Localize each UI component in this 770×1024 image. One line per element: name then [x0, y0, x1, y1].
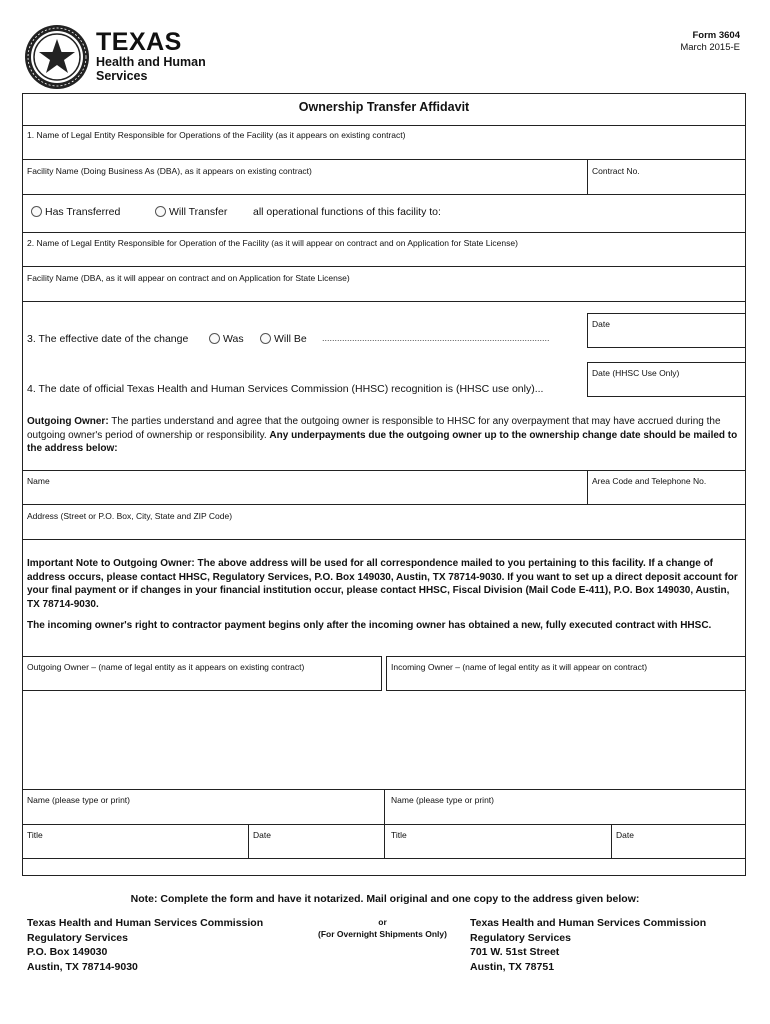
important-note: Important Note to Outgoing Owner: The above address will be used for all correspondence mailed to you pertaining to this facility. If a change of address occurs, please contact HHSC, Regulatory Services, P.O. Box 149030, Austin, TX 78714-9030. If you want to set up a direct deposit account for your final payment or if changes in your financial institution occur, please contact HHSC, Fiscal Division (Mail Code E-411), P.O. Box 149030, Austin, TX 78714-9030. [27, 558, 738, 610]
transfer-suffix: all operational functions of this facility to: [253, 206, 441, 218]
has-transferred-label: Has Transferred [45, 206, 121, 218]
has-transferred-radio[interactable] [31, 206, 42, 217]
effective-date-field[interactable] [587, 313, 746, 348]
incoming-print-name-field[interactable] [386, 790, 745, 823]
current-facility-name-label: Facility Name (Doing Business As (DBA), as it appears on existing contract) [27, 166, 312, 176]
incoming-title-field[interactable] [386, 825, 610, 857]
outgoing-title-field[interactable] [24, 825, 247, 857]
regular-mail-address [27, 916, 263, 974]
new-facility-name-field[interactable] [24, 267, 744, 300]
address-line: 701 W. 51st Street [470, 946, 560, 958]
outgoing-entity-label: Outgoing Owner – (name of legal entity as it appears on existing contract) [27, 662, 305, 672]
will-transfer-option[interactable] [155, 206, 227, 218]
was-radio[interactable] [209, 333, 220, 344]
will-be-option[interactable] [260, 333, 307, 345]
address-line: Regulatory Services [470, 931, 571, 944]
was-label: Was [223, 333, 244, 345]
address-line: Austin, TX 78751 [470, 960, 555, 973]
contract-number-field[interactable] [589, 160, 745, 193]
section3-label: 3. The effective date of the change [27, 333, 189, 345]
current-legal-entity-field[interactable] [24, 126, 744, 158]
incoming-entity-label: Incoming Owner – (name of legal entity as it will appear on contract) [391, 662, 648, 672]
address-line: Austin, TX 78714-9030 [27, 960, 138, 973]
incoming-date-field[interactable] [613, 825, 745, 857]
hhsc-date-label: Date (HHSC Use Only) [592, 368, 680, 378]
new-facility-name-label: Facility Name (DBA, as it will appear on contract and on Application for State License) [27, 273, 350, 283]
address-line: Texas Health and Human Services Commission [27, 917, 264, 929]
incoming-date-label: Date [616, 830, 634, 840]
divider [587, 470, 588, 504]
form-date: March 2015-E [680, 42, 740, 53]
effective-date-label: Date [592, 319, 610, 329]
current-facility-name-field[interactable] [24, 160, 586, 193]
section4-label: 4. The date of official Texas Health and Human Services Commission (HHSC) recognition is (HHSC use only)... [27, 383, 544, 395]
rule [22, 539, 746, 540]
or-separator [300, 916, 465, 940]
has-transferred-option[interactable] [31, 206, 120, 218]
mailing-note: Note: Complete the form and have it notarized. Mail original and one copy to the address given below: [130, 893, 640, 905]
logo-title: TEXAS [96, 28, 182, 56]
outgoing-date-field[interactable] [250, 825, 383, 857]
overnight-text: (For Overnight Shipments Only) [318, 929, 447, 939]
divider [384, 789, 385, 858]
form-title: Ownership Transfer Affidavit [298, 100, 470, 114]
logo-line-3: Services [96, 69, 148, 83]
payment-note: The incoming owner's right to contractor payment begins only after the incoming owner has obtained a new, fully executed contract with HHSC. [27, 620, 712, 631]
outgoing-title-label: Title [27, 830, 43, 840]
or-text: or [378, 917, 387, 927]
divider [611, 824, 612, 858]
outgoing-name-field[interactable] [24, 471, 586, 503]
outgoing-date-label: Date [253, 830, 271, 840]
will-be-label: Will Be [274, 333, 307, 345]
incoming-print-name-label: Name (please type or print) [391, 795, 494, 805]
contract-number-label: Contract No. [592, 166, 640, 176]
incoming-title-label: Title [391, 830, 407, 840]
incoming-signature-area[interactable] [387, 692, 745, 788]
new-legal-entity-field[interactable] [24, 233, 744, 265]
date-leader-dots: ........................................................................................... [322, 333, 550, 343]
outgoing-print-name-label: Name (please type or print) [27, 795, 130, 805]
outgoing-print-name-field[interactable] [24, 790, 383, 823]
rule [22, 301, 746, 302]
outgoing-owner-paragraph [27, 415, 743, 456]
texas-seal-logo [24, 24, 90, 90]
address-field[interactable] [24, 505, 744, 538]
address-line: Regulatory Services [27, 931, 128, 944]
divider [248, 824, 249, 858]
logo-line-2: Health and Human [96, 55, 206, 69]
phone-label: Area Code and Telephone No. [592, 476, 707, 486]
divider [587, 159, 588, 194]
outgoing-owner-lead: Outgoing Owner: [27, 416, 109, 427]
transfer-row [31, 206, 120, 218]
will-transfer-radio[interactable] [155, 206, 166, 217]
address-line: Texas Health and Human Services Commission [470, 917, 707, 929]
form-number: Form 3604 [692, 30, 740, 41]
outgoing-owner-text: The parties understand and agree that the outgoing owner is responsible to HHSC for any overpayment that may have accrued during the outgoing owner's period of ownership or responsibility. [27, 416, 721, 441]
address-line: P.O. Box 149030 [27, 946, 108, 958]
section1-label: 1. Name of Legal Entity Responsible for Operations of the Facility (as it appears on existing contract) [27, 130, 406, 140]
section2-label: 2. Name of Legal Entity Responsible for Operation of the Facility (as it will appear on contract and on Application for State License) [27, 238, 518, 248]
address-label: Address (Street or P.O. Box, City, State and ZIP Code) [27, 511, 233, 521]
was-option[interactable] [209, 333, 244, 345]
phone-field[interactable] [589, 471, 745, 503]
logo-wordmark [96, 30, 206, 83]
overnight-address [470, 916, 706, 974]
will-transfer-label: Will Transfer [169, 206, 228, 218]
outgoing-owner-bold: Any underpayments due the outgoing owner up to the ownership change date should be mailed to the address below: [27, 429, 738, 454]
rule [22, 858, 746, 859]
will-be-radio[interactable] [260, 333, 271, 344]
outgoing-signature-area[interactable] [24, 692, 382, 788]
form-number-block [680, 30, 740, 54]
outgoing-name-label: Name [27, 476, 50, 486]
rule [22, 194, 746, 195]
